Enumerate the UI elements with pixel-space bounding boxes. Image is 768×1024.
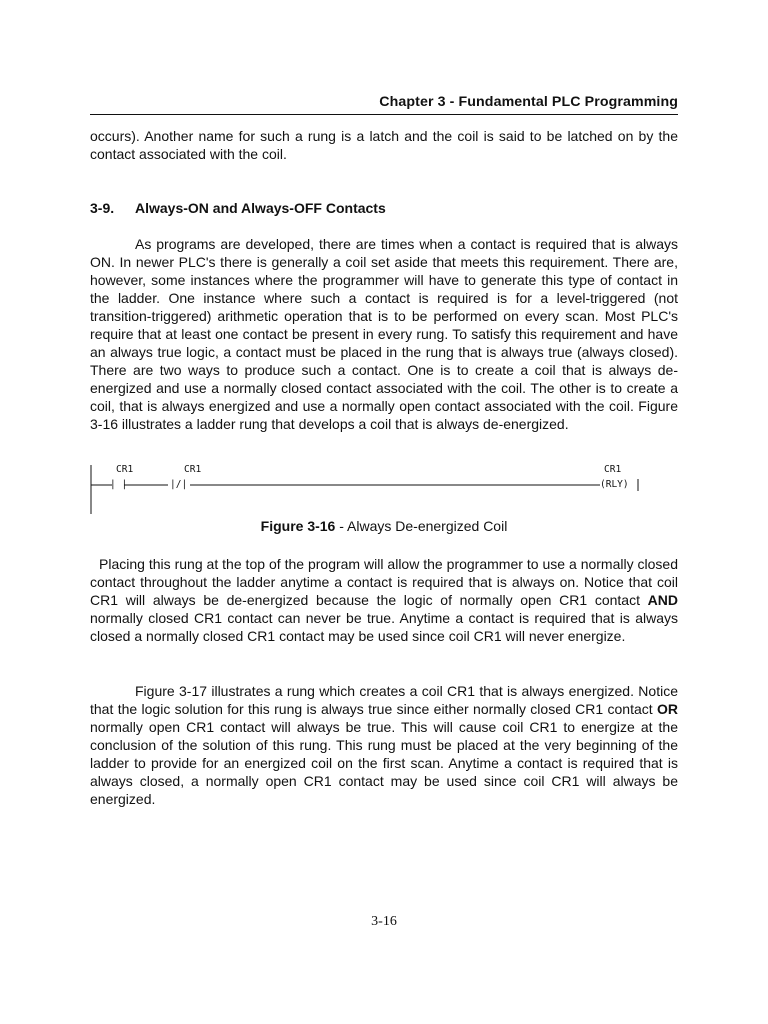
coil-label: CR1 [604, 464, 622, 475]
section-title: Always-ON and Always-OFF Contacts [135, 200, 386, 216]
paragraph-always-on: As programs are developed, there are times when a contact is required that is always ON. In newer PLC's there is generally a coil set aside that meets this requirement. There are, however, some instances where the programmer will have to generate this type of contact in the ladder. One instance where such a contact is required is for a level-triggered (not transition-triggered) arithmetic operation that is to be performed on every scan. Most PLC's require that at least one contact be present in every rung. To satisfy this requirement and have an always true logic, a contact must be placed in the rung that is always true (always closed). There are two ways to produce such a contact. One is to create a coil that is always de-energized and use a normally closed contact associated with the coil. The other is to create a coil, that is always energized and use a normally open contact associated with the coil. Figure 3-16 illustrates a ladder rung that develops a coil that is always de-energized. [90, 236, 678, 432]
paragraph-continuation: occurs). Another name for such a rung is a latch and the coil is said to be latched on by the contact associated with the coil. [90, 128, 678, 162]
page-header: Chapter 3 - Fundamental PLC Programming [379, 94, 678, 110]
normally-open-contact: | | [110, 479, 128, 490]
figure-label: Figure 3-16 [260, 518, 336, 534]
paragraph-text: Figure 3-17 illustrates a rung which creates a coil CR1 that is always energized. Notice that the logic solution for this rung is always true since either normally closed CR1 contact [90, 683, 678, 717]
paragraph-always-energized [90, 682, 678, 808]
section-heading [90, 200, 386, 216]
contact2-label: CR1 [184, 464, 202, 475]
paragraph-text: normally open CR1 contact will always be true. This will cause coil CR1 to energize at the conclusion of the solution of this rung. This rung must be placed at the very beginning of the ladder to provide for an energized coil on the first scan. Anytime a contact is required that is always closed, a normally open CR1 contact may be used since coil CR1 will always be energized. [90, 719, 678, 807]
figure-caption [90, 518, 678, 534]
figure-caption-text: - Always De-energized Coil [335, 518, 508, 534]
relay-coil: (RLY) [600, 479, 629, 490]
paragraph-text: Placing this rung at the top of the program will allow the programmer to use a normally closed contact throughout the ladder anytime a contact is required that is always on. Notice that coil CR1 will always be de-energized because the logic of normally open CR1 contact [90, 556, 678, 608]
header-rule [90, 114, 678, 115]
section-number: 3-9. [90, 200, 115, 216]
page-number: 3-16 [371, 914, 397, 929]
paragraph-text: normally closed CR1 contact can never be true. Anytime a contact is required that is always closed a normally closed CR1 contact may be used since coil CR1 will never energize. [90, 610, 678, 644]
contact1-label: CR1 [116, 464, 134, 475]
emphasis-and: AND [647, 592, 678, 608]
normally-closed-contact: |/| [170, 479, 188, 490]
paragraph-always-deenergized [90, 555, 678, 645]
emphasis-or: OR [657, 701, 678, 717]
